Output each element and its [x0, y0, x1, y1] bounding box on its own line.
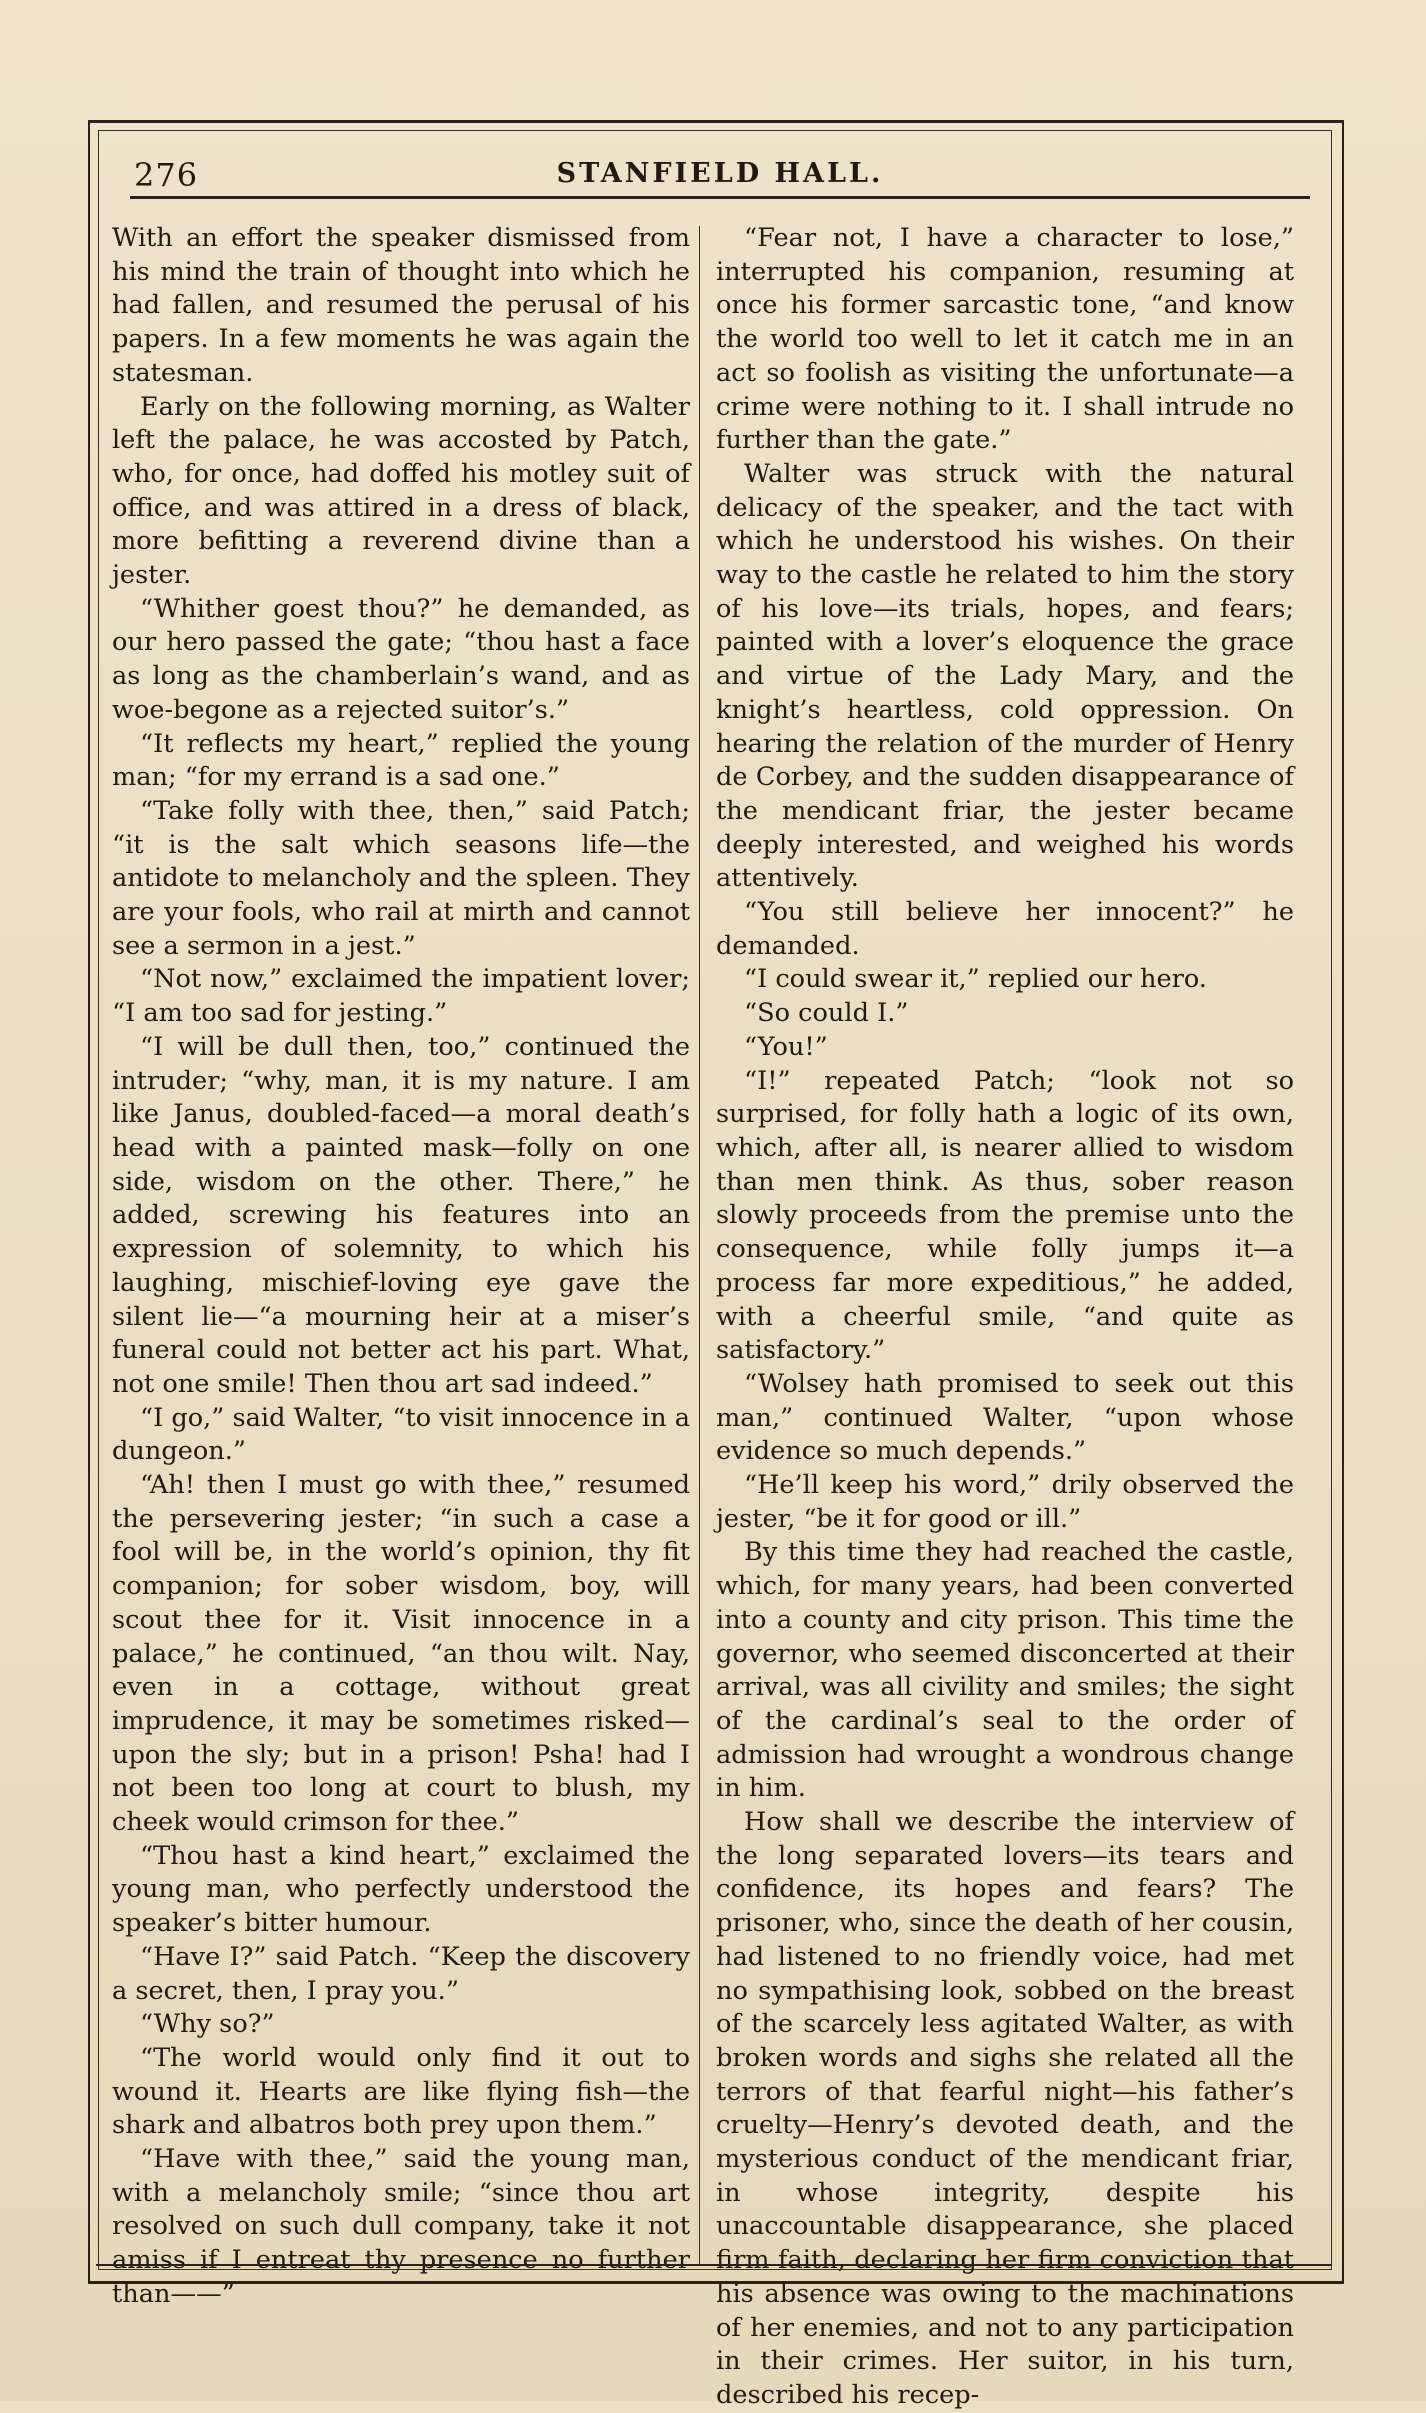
paragraph: How shall we describe the interview of the long separated lovers—its tears and confidence, its hopes and fears? The prisoner, who, since the death of her cousin, had listened to no friendly voice, had met no sympathising look, sobbed on the breast of the scarcely less agitated Walter, as with broken words and sighs she related all the terrors of that fearful night—his father’s cruelty—Henry’s devoted death, and the mysterious conduct of the mendicant friar, in whose integrity, despite his unaccountable disappearance, she placed firm faith, declaring her firm conviction that his absence was owing to the machinations of her enemies, and not to any participation in their crimes. Her suitor, in his turn, described his recep-: [716, 1807, 1294, 2410]
paragraph: “So could I.”: [744, 998, 909, 1029]
paragraph: “Have I?” said Patch. “Keep the discovery a secret, then, I pray you.”: [112, 1941, 690, 2006]
paragraph: Walter was struck with the natural delicacy of the speaker, and the tact with which he understood his wishes. On their way to the castle he related to him the story of his love—its trials, hopes, and fears; painted with a lover’s eloquence the grace and virtue of the Lady Mary, and the knight’s heartless, cold oppression. On hearing the relation of the murder of Henry de Corbey, and the sudden disappearance of the mendicant friar, the jester became deeply interested, and weighed his words attentively.: [716, 458, 1294, 894]
page-number: 276: [134, 156, 199, 194]
running-title: STANFIELD HALL.: [556, 158, 884, 189]
paragraph: “I will be dull then, too,” continued the intruder; “why, man, it is my nature. I am like Janus, doubled-faced—a moral death’s head with a painted mask—folly on one side, wisdom on the other. There,” he added, screwing his features into an expression of solemnity, to which his laughing, mischief-loving eye gave the silent lie—“a mourning heir at a miser’s funeral could not better act his part. What, not one smile! Then thou art sad indeed.”: [112, 1031, 690, 1399]
column-divider: [699, 226, 700, 2266]
paragraph: “He’ll keep his word,” drily observed the jester, “be it for good or ill.”: [716, 1470, 1294, 1534]
paragraph: With an effort the speaker dismissed from his mind the train of thought into which he had fallen, and resumed the perusal of his papers. In a few moments he was again the statesman.: [112, 223, 690, 388]
paragraph: “Thou hast a kind heart,” exclaimed the young man, who perfectly understood the speaker’s bitter humour.: [112, 1840, 690, 1939]
paragraph: “It reflects my heart,” replied the young man; “for my errand is a sad one.”: [112, 728, 690, 793]
paragraph: “Not now,” exclaimed the impatient lover; “I am too sad for jesting.”: [112, 964, 690, 1029]
paragraph: By this time they had reached the castle, which, for many years, had been converted into a county and city prison. This time the governor, who seemed disconcerted at their arrival, was all civility and smiles; the sight of the cardinal’s seal to the order of admission had wrought a wondrous change in him.: [716, 1537, 1294, 1804]
page-header: [130, 152, 1310, 200]
paragraph: “You!”: [744, 1031, 828, 1062]
paragraph: “I go,” said Walter, “to visit innocence in a dungeon.”: [112, 1402, 690, 1467]
paragraph: Early on the following morning, as Walter left the palace, he was accosted by Patch, who, for once, had doffed his motley suit of office, and was attired in a dress of black, more befitting a reverend divine than a jester.: [112, 391, 690, 591]
paragraph: “Wolsey hath promised to seek out this man,” continued Walter, “upon whose evidence so much depends.”: [716, 1368, 1294, 1467]
left-column: [112, 222, 690, 2312]
paragraph: “Ah! then I must go with thee,” resumed the persevering jester; “in such a case a fool will be, in the world’s opinion, thy fit companion; for sober wisdom, boy, will scout thee for it. Visit innocence in a palace,” he continued, “an thou wilt. Nay, even in a cottage, without great imprudence, it may be sometimes risked—upon the sly; but in a prison! Psha! had I not been too long at court to blush, my cheek would crimson for thee.”: [112, 1470, 690, 1838]
paragraph: “I!” repeated Patch; “look not so surprised, for folly hath a logic of its own, which, after all, is nearer allied to wisdom than men think. As thus, sober reason slowly proceeds from the premise unto the consequence, while folly jumps it—a process far more expeditious,” he added, with a cheerful smile, “and quite as satisfactory.”: [716, 1065, 1294, 1366]
paragraph: “I could swear it,” replied our hero.: [744, 964, 1207, 995]
footer-rule: [96, 2264, 1332, 2266]
paragraph: “Have with thee,” said the young man, with a melancholy smile; “since thou art resolved on such dull company, take it not amiss if I entreat thy presence no further than——”: [112, 2144, 690, 2309]
paragraph: “Why so?”: [140, 2009, 275, 2040]
paragraph: “Fear not, I have a character to lose,” interrupted his companion, resuming at once his former sarcastic tone, “and know the world too well to let it catch me in an act so foolish as visiting the unfortunate—a crime were nothing to it. I shall intrude no further than the gate.”: [716, 223, 1294, 456]
paragraph: “You still believe her innocent?” he demanded.: [716, 897, 1294, 961]
paragraph: “The world would only find it out to wound it. Hearts are like flying fish—the shark and albatros both prey upon them.”: [112, 2042, 690, 2141]
right-column: [716, 222, 1294, 2413]
paragraph: “Whither goest thou?” he demanded, as our hero passed the gate; “thou hast a face as long as the chamberlain’s wand, and as woe-begone as a rejected suitor’s.”: [112, 593, 690, 725]
paragraph: “Take folly with thee, then,” said Patch; “it is the salt which seasons life—the antidote to melancholy and the spleen. They are your fools, who rail at mirth and cannot see a sermon in a jest.”: [112, 795, 690, 961]
header-rule: [130, 196, 1310, 199]
